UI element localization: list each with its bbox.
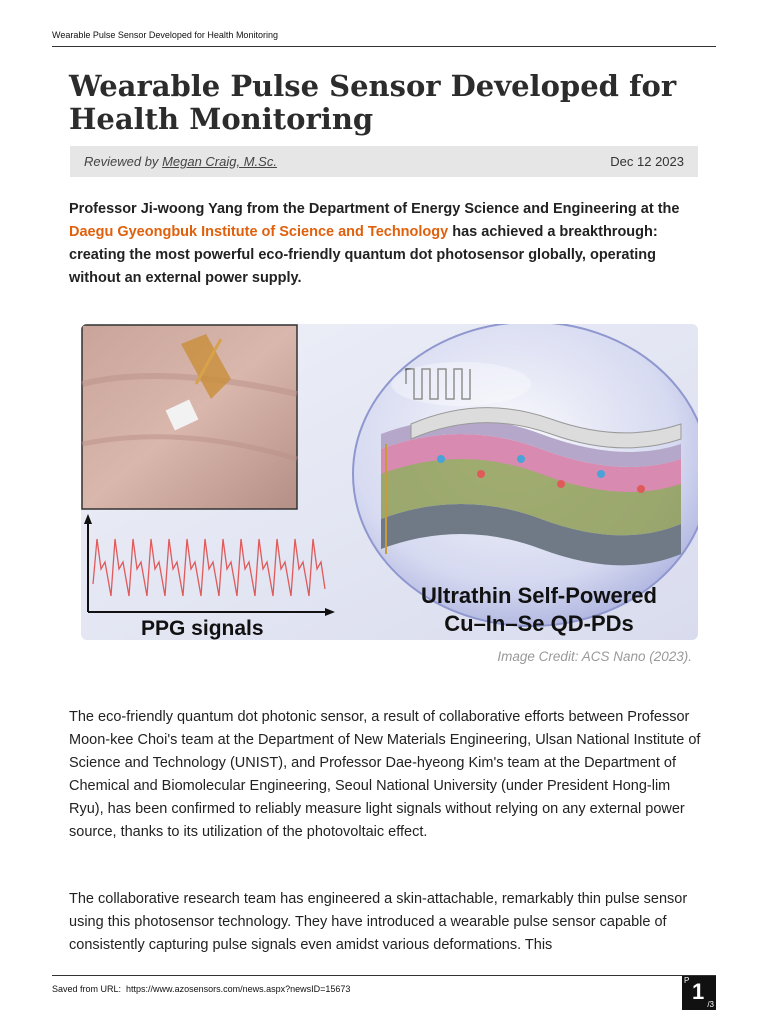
running-title: Wearable Pulse Sensor Developed for Health Monitoring (52, 30, 278, 40)
reviewer-link[interactable]: Megan Craig, M.Sc. (162, 154, 277, 169)
lead-text-after: has achieved a breakthrough: creating the most powerful eco-friendly quantum dot photosensor globally, operating without an external power supply. (69, 224, 658, 286)
reviewed-by-label: Reviewed by (84, 154, 159, 169)
running-header (52, 30, 716, 47)
lead-paragraph (69, 198, 701, 290)
body-paragraph-2: The collaborative research team has engineered a skin-attachable, remarkably thin pulse sensor using this photosensor technology. They have introduced a wearable pulse sensor capable of consistently capturing pulse signals even amidst various deformations. This (69, 891, 688, 953)
page-number-badge (682, 976, 716, 1010)
publish-date: Dec 12 2023 (610, 154, 684, 169)
device-bubble (353, 324, 698, 626)
device-label-line-2: Cu–In–Se QD-PDs (444, 611, 634, 636)
source-url[interactable]: https://www.azosensors.com/news.aspx?newsID=15673 (126, 984, 351, 994)
figure-illustration (81, 324, 698, 640)
article-figure (81, 324, 698, 640)
page-prefix: P (684, 976, 690, 985)
dgist-link[interactable]: Daegu Gyeongbuk Institute of Science and Technology (69, 224, 449, 240)
saved-label: Saved from URL: (52, 984, 122, 994)
title-line-1: Wearable Pulse Sensor Developed for (69, 69, 677, 103)
figure-caption: Image Credit: ACS Nano (2023). (497, 649, 692, 664)
lead-text-before: Professor Ji-woong Yang from the Department of Energy Science and Engineering at the (69, 201, 680, 217)
review-info (84, 154, 277, 169)
body-paragraph-1: The eco-friendly quantum dot photonic sensor, a result of collaborative efforts between Professor Moon-kee Choi's team at the Department of New Materials Engineering, Ulsan National Institute of Science and Technology (UNIST), and Professor Dae-hyeong Kim's team at the Department of Chemical and Biomolecular Engineering, Seoul National University (under President Hong-lim Ryu), has been confirmed to reliably measure light signals without relying on any external power source, thanks to its utilization of the photovoltaic effect. (69, 709, 701, 840)
skin-photo (82, 325, 297, 509)
saved-from-url (52, 984, 350, 994)
page-footer (52, 975, 716, 1009)
review-bar (70, 146, 698, 177)
title-line-2: Health Monitoring (69, 102, 374, 136)
page-number: 1 (692, 979, 705, 1004)
page-total: /3 (707, 1000, 714, 1009)
ppg-label: PPG signals (141, 617, 264, 640)
device-label-line-1: Ultrathin Self-Powered (421, 583, 657, 608)
article-title (69, 70, 699, 136)
